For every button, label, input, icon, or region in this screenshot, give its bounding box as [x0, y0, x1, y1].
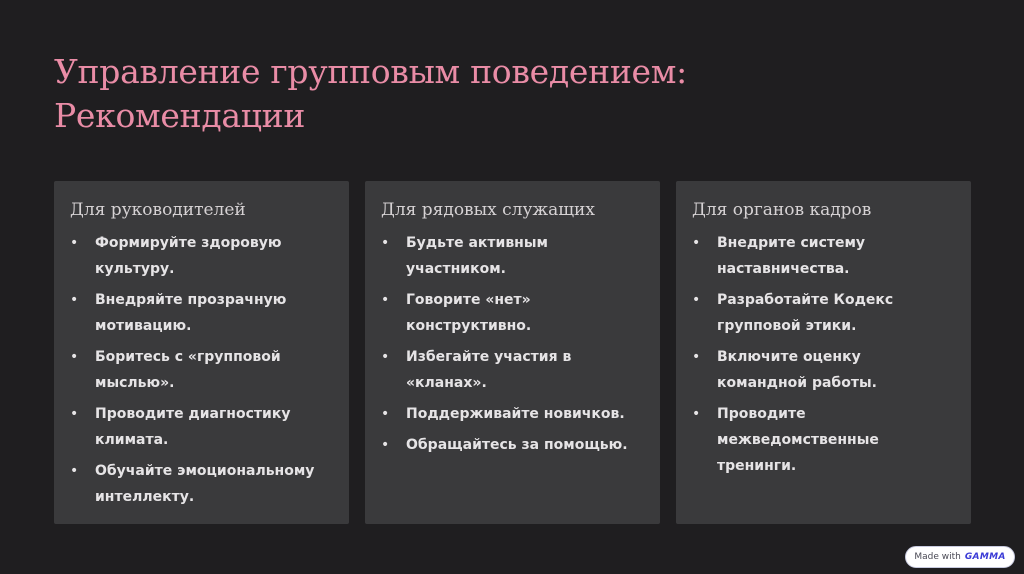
badge-prefix: Made with	[914, 552, 961, 562]
list-item	[70, 401, 333, 453]
bullet-icon: •	[70, 463, 79, 479]
card-heading: Для рядовых служащих	[381, 200, 595, 220]
card-employees	[365, 181, 660, 524]
bullet-icon: •	[70, 349, 79, 365]
page-title	[54, 50, 954, 138]
list-item-text: Поддерживайте новичков.	[406, 406, 625, 422]
gamma-logo-icon: GAMMA	[964, 552, 1006, 562]
list-item-text: Формируйте здоровую культуру.	[95, 235, 282, 277]
bullet-icon: •	[692, 349, 701, 365]
list-item-text: Внедряйте прозрачную мотивацию.	[95, 292, 287, 334]
list-item-text: Проводите межведомственные тренинги.	[717, 406, 879, 474]
list-item	[381, 432, 644, 458]
bullet-icon: •	[692, 292, 701, 308]
list-item-text: Включите оценку командной работы.	[717, 349, 877, 391]
bullet-icon: •	[70, 235, 79, 251]
card-hr	[676, 181, 971, 524]
list-item-text: Говорите «нет» конструктивно.	[406, 292, 532, 334]
title-line-2: Рекомендации	[54, 96, 306, 135]
bullet-list	[381, 230, 644, 458]
list-item	[381, 230, 644, 282]
list-item	[381, 401, 644, 427]
list-item-text: Обучайте эмоциональному интеллекту.	[95, 463, 315, 505]
bullet-list	[70, 230, 333, 510]
bullet-icon: •	[381, 406, 390, 422]
bullet-icon: •	[692, 235, 701, 251]
list-item-text: Проводите диагностику климата.	[95, 406, 291, 448]
list-item-text: Разработайте Кодекс групповой этики.	[717, 292, 894, 334]
list-item	[381, 344, 644, 396]
list-item	[692, 401, 955, 479]
list-item	[692, 230, 955, 282]
bullet-icon: •	[70, 406, 79, 422]
list-item-text: Обращайтесь за помощью.	[406, 437, 628, 453]
card-heading: Для руководителей	[70, 200, 246, 220]
bullet-icon: •	[381, 437, 390, 453]
bullet-icon: •	[692, 406, 701, 422]
list-item	[70, 230, 333, 282]
recommendation-cards	[54, 181, 971, 524]
bullet-icon: •	[381, 349, 390, 365]
title-line-1: Управление групповым поведением:	[54, 52, 687, 91]
bullet-icon: •	[381, 235, 390, 251]
list-item-text: Избегайте участия в «кланах».	[406, 349, 572, 391]
list-item	[70, 287, 333, 339]
list-item	[70, 344, 333, 396]
made-with-gamma-badge[interactable]	[905, 546, 1015, 568]
bullet-list	[692, 230, 955, 479]
list-item	[692, 287, 955, 339]
list-item	[692, 344, 955, 396]
list-item	[381, 287, 644, 339]
list-item	[70, 458, 333, 510]
card-heading: Для органов кадров	[692, 200, 872, 220]
list-item-text: Внедрите систему наставничества.	[717, 235, 866, 277]
list-item-text: Будьте активным участником.	[406, 235, 548, 277]
card-managers	[54, 181, 349, 524]
bullet-icon: •	[70, 292, 79, 308]
bullet-icon: •	[381, 292, 390, 308]
list-item-text: Боритесь с «групповой мыслью».	[95, 349, 281, 391]
